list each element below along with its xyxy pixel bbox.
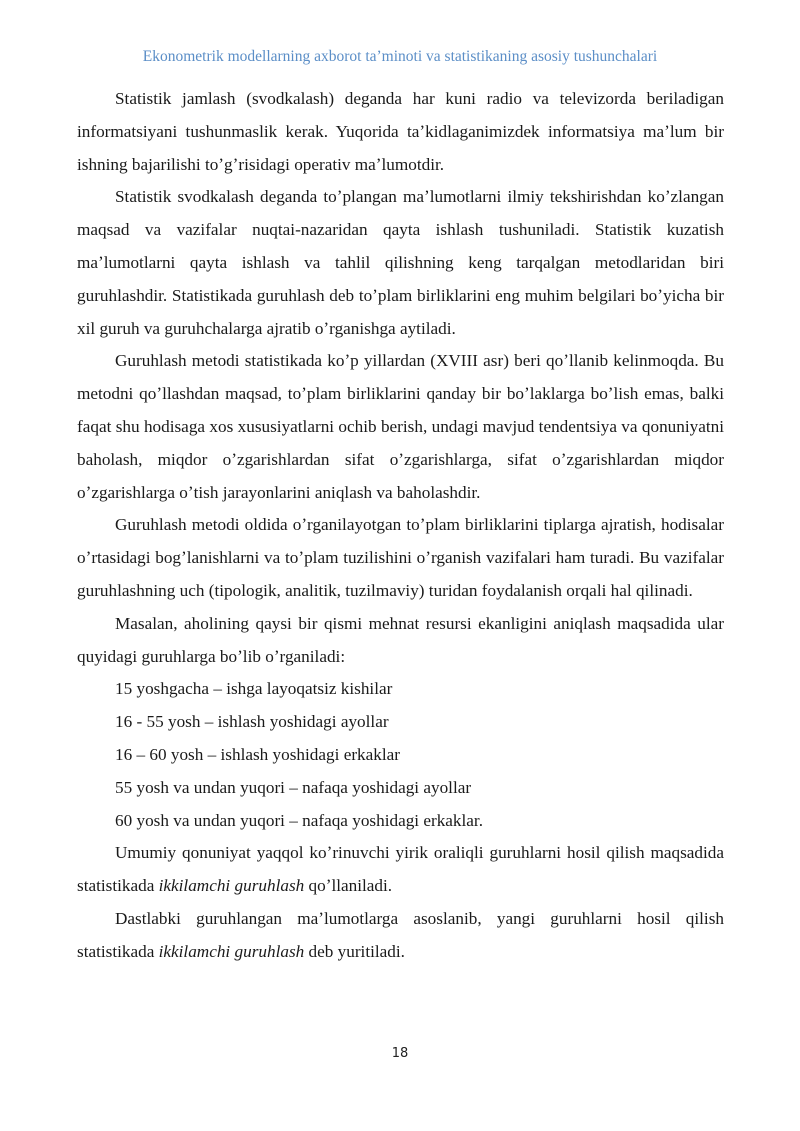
running-header: Ekonometrik modellarning axborot taʼminoti va statistikaning asosiy tushunchalari	[142, 48, 658, 65]
paragraph	[77, 837, 724, 903]
paragraph: Statistik svodkalash deganda toʼplangan maʼlumotlarni ilmiy tekshirishdan koʼzlangan maqsad va vazifalar nuqtai-nazaridan qayta ishlash tushuniladi. Statistik kuzatish maʼlumotlarni qayta ishlash va tahlil qilishning keng tarqalgan metodlaridan biri guruhlashdir. Statistikada guruhlash deb toʼplam birliklarini eng muhim belgilari boʼyicha bir xil guruh va guruhchalarga ajratib oʼrganishga aytiladi.	[77, 187, 724, 338]
list-item: 16 – 60 yosh – ishlash yoshidagi erkaklar	[115, 744, 400, 764]
paragraph-text: Umumiy qonuniyat yaqqol koʼrinuvchi yirik oraliqli guruhlarni hosil qilish maqsadida statistikada	[77, 843, 724, 896]
paragraph: Guruhlash metodi oldida oʼrganilayotgan toʼplam birliklarini tiplarga ajratish, hodisalar oʼrtasidagi bogʼlanishlarni va toʼplam tuzilishini oʼrganish vazifalari ham turadi. Bu vazifalar guruhlashning uch (tipologik, analitik, tuzilmaviy) turidan foydalanish orqali hal qilinadi.	[77, 515, 724, 600]
paragraph: Statistik jamlash (svodkalash) deganda har kuni radio va televizorda beriladigan informatsiyani tushunmaslik kerak. Yuqorida taʼkidlaganimizdek informatsiya maʼlum bir ishning bajarilishi toʼgʼrisidagi operativ maʼlumotdir.	[77, 89, 724, 174]
paragraph-text: qoʼllaniladi.	[304, 876, 393, 896]
paragraph: Masalan, aholining qaysi bir qismi mehnat resursi ekanligini aniqlash maqsadida ular quyidagi guruhlarga boʼlib oʼrganiladi:	[77, 613, 724, 666]
body-text	[77, 83, 724, 969]
paragraph	[77, 903, 724, 969]
paragraph-text: Dastlabki guruhlangan maʼlumotlarga asoslanib, yangi guruhlarni hosil qilish statistikada	[77, 908, 724, 961]
paragraph: Guruhlash metodi statistikada koʼp yillardan (XVIII asr) beri qoʼllanib kelinmoqda. Bu metodni qoʼllashdan maqsad, toʼplam birliklarini qanday bir boʼlaklarga boʼlish emas, balki faqat shu hodisaga xos xususiyatlarni ochib berish, undagi mavjud tendentsiya va qonuniyatni baholash, miqdor oʼzgarishlardan sifat oʼzgarishlarga, sifat oʼzgarishlardan miqdor oʼzgarishlarga oʼtish jarayonlarini aniqlash va baholashdir.	[77, 351, 724, 502]
page-number: 18	[391, 1046, 409, 1061]
list-item: 55 yosh va undan yuqori – nafaqa yoshidagi ayollar	[115, 777, 472, 797]
list-item: 16 - 55 yosh – ishlash yoshidagi ayollar	[115, 712, 389, 732]
list-item: 15 yoshgacha – ishga layoqatsiz kishilar	[115, 679, 393, 699]
italic-term: ikkilamchi guruhlash	[158, 876, 305, 896]
list-item: 60 yosh va undan yuqori – nafaqa yoshidagi erkaklar.	[115, 810, 484, 830]
italic-term: ikkilamchi guruhlash	[158, 941, 305, 961]
paragraph-text: deb yuritiladi.	[304, 941, 405, 961]
